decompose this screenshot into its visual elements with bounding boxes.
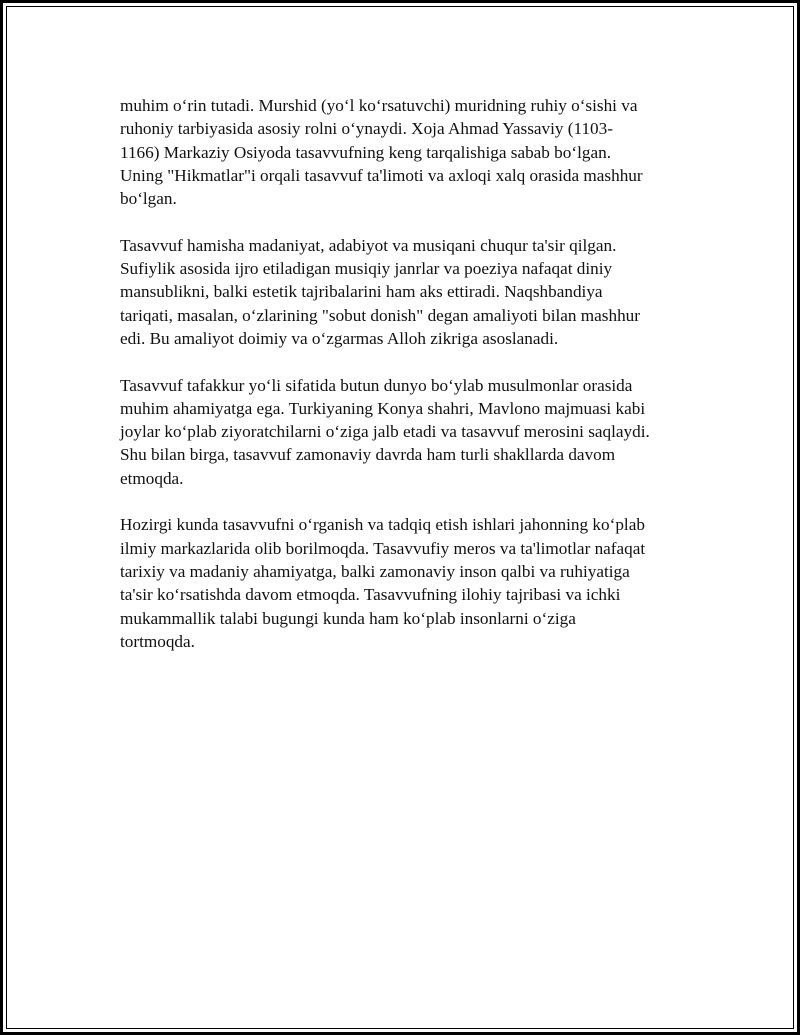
text-line: tarixiy va madaniy ahamiyatga, balki zamonaviy inson qalbi va ruhiyatiga (120, 561, 630, 581)
text-line: Tasavvuf tafakkur yo‘li sifatida butun dunyo bo‘ylab musulmonlar orasida (120, 375, 633, 395)
text-line: ta'sir ko‘rsatishda davom etmoqda. Tasavvufning ilohiy tajribasi va ichki (120, 585, 621, 605)
text-line: 1166) Markaziy Osiyoda tasavvufning keng tarqalishiga sabab bo‘lgan. (120, 142, 611, 162)
text-line: muhim ahamiyatga ega. Turkiyaning Konya shahri, Mavlono majmuasi kabi (120, 398, 646, 418)
text-line: Hozirgi kunda tasavvufni o‘rganish va tadqiq etish ishlari jahonning ko‘plab (120, 515, 645, 535)
text-line: tariqati, masalan, o‘zlarining "sobut donish" degan amaliyoti bilan mashhur (120, 305, 640, 325)
paragraph-2 (120, 234, 700, 350)
document-body (120, 94, 700, 676)
text-line: tortmoqda. (120, 631, 195, 651)
text-line: mansublikni, balki estetik tajribalarini ham aks ettiradi. Naqshbandiya (120, 282, 603, 302)
text-line: Uning "Hikmatlar"i orqali tasavvuf ta'limoti va axloqi xalq orasida mashhur (120, 165, 643, 185)
text-line: Shu bilan birga, tasavvuf zamonaviy davrda ham turli shakllarda davom (120, 445, 616, 465)
paragraph-3 (120, 374, 700, 490)
text-line: Tasavvuf hamisha madaniyat, adabiyot va musiqani chuqur ta'sir qilgan. (120, 235, 617, 255)
text-line: edi. Bu amaliyot doimiy va o‘zgarmas Alloh zikriga asoslanadi. (120, 328, 559, 348)
text-line: bo‘lgan. (120, 189, 177, 209)
paragraph-1 (120, 94, 700, 210)
text-line: Sufiylik asosida ijro etiladigan musiqiy janrlar va poeziya nafaqat diniy (120, 259, 613, 279)
text-line: ilmiy markazlarida olib borilmoqda. Tasavvufiy meros va ta'limotlar nafaqat (120, 538, 646, 558)
paragraph-4 (120, 513, 700, 653)
text-line: mukammallik talabi bugungi kunda ham ko‘plab insonlarni o‘ziga (120, 608, 576, 628)
text-line: ruhoniy tarbiyasida asosiy rolni o‘ynaydi. Xoja Ahmad Yassaviy (1103- (120, 119, 613, 139)
text-line: muhim o‘rin tutadi. Murshid (yo‘l ko‘rsatuvchi) muridning ruhiy o‘sishi va (120, 96, 638, 115)
text-line: joylar ko‘plab ziyoratchilarni o‘ziga jalb etadi va tasavvuf merosini saqlaydi. (120, 422, 650, 442)
text-line: etmoqda. (120, 468, 184, 488)
